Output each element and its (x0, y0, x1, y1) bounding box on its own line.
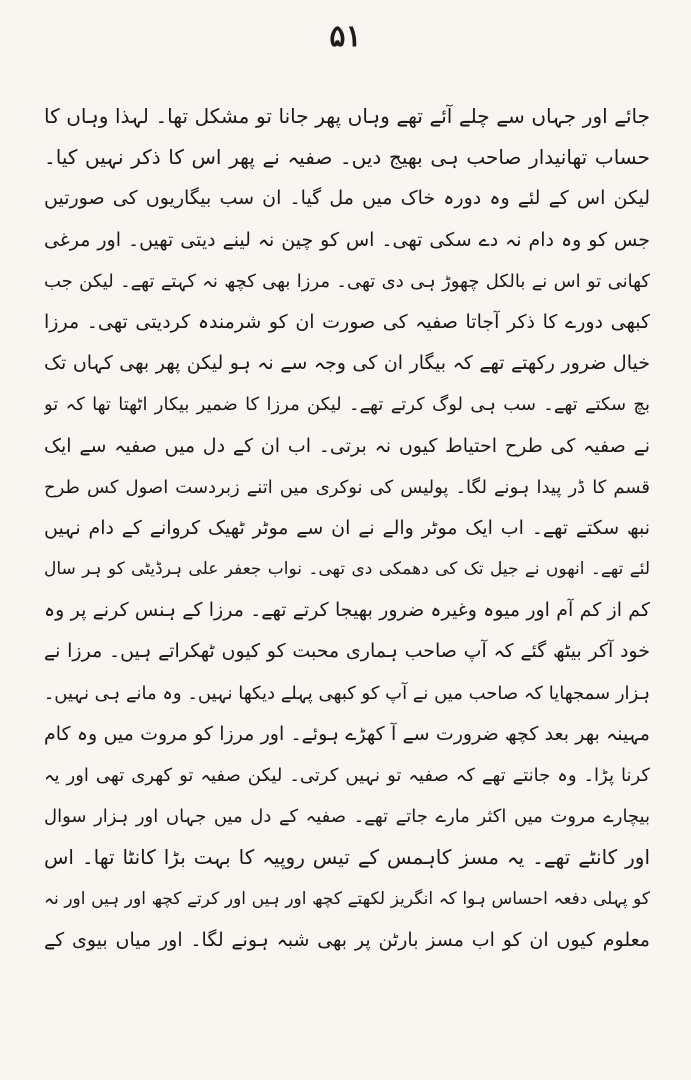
text-line: جس کو وہ دام نہ دے سکی تھی۔ اس کو چین نہ لینے دیتی تھیں۔ اور مرغی (44, 228, 650, 251)
text-line: کبھی دورے کا ذکر آجاتا صفیہ کی صورت ان کو شرمندہ کردیتی تھی۔ مرزا (44, 310, 650, 333)
text-line: کرنا پڑا۔ وہ جانتے تھے کہ صفیہ تو نہیں کرتی۔ لیکن صفیہ تو کھری تھی اور یہ (44, 765, 650, 786)
page-number: ۵۱ (329, 19, 362, 54)
text-line: کو پہلی دفعہ احساس ہوا کہ انگریز لکھتے کچھ اور ہیں اور کرتے کچھ اور ہیں اور نہ (44, 888, 650, 909)
text-line: نبھ سکتے تھے۔ اب ایک موٹر والے نے ان سے موٹر ٹھیک کروانے کے دام نہیں (44, 516, 650, 539)
text-line: جائے اور جہاں سے چلے آئے تھے وہاں پھر جانا تو مشکل تھا۔ لہذا وہاں کا (44, 104, 650, 128)
text-line: کم از کم آم اور میوہ وغیرہ ضرور بھیجا کرتے تھے۔ مرزا کے ہنس کرنے پر وہ (44, 599, 650, 622)
text-line: ہزار سمجھایا کہ صاحب میں نے آپ کو کبھی پہلے دیکھا نہیں۔ وہ مانے ہی نہیں۔ (44, 682, 650, 704)
text-line: بچ سکتے تھے۔ سب ہی لوگ کرتے تھے۔ لیکن مرزا کا ضمیر بیکار اٹھتا تھا کہ تو (44, 394, 650, 416)
text-line: بیچارے مروت میں اکثر مارے جاتے تھے۔ صفیہ کے دل میں جہاں اور ہزار سوال (44, 806, 650, 828)
text-line: قسم کا ڈر پیدا ہونے لگا۔ پولیس کی نوکری میں اتنے زبردست اصول کس طرح (44, 476, 650, 498)
text-line: خود آکر بیٹھ گئے کہ آپ صاحب ہماری محبت کو کیوں ٹھکراتے ہیں۔ مرزا نے (44, 640, 650, 663)
text-line: لئے تھے۔ انھوں نے جیل تک کی دھمکی دی تھی۔ نواب جعفر علی ہرڈیٹی کو ہر سال (44, 559, 650, 580)
body-text (44, 96, 650, 961)
text-line: کھانی تو اس نے بالکل چھوڑ ہی دی تھی۔ مرزا بھی کچھ نہ کہتے تھے۔ لیکن جب (44, 270, 650, 292)
text-line: لیکن اس کے لئے وہ دورہ خاک میں مل گیا۔ ان سب بیگاریوں کی صورتیں (44, 187, 650, 210)
text-line: معلوم کیوں ان کو اب مسز بارٹن پر بھی شبہ ہونے لگا۔ اور میاں بیوی کے (44, 928, 650, 951)
text-line: مہینہ بھر بعد کچھ ضرورت سے آ کھڑے ہوئے۔ اور مرزا کو مروت میں وہ کام (44, 722, 650, 745)
text-line: حساب تھانیدار صاحب ہی بھیج دیں۔ صفیہ نے پھر اس کا ذکر نہیں کیا۔ (44, 145, 650, 170)
text-line: خیال ضرور رکھتے تھے کہ بیگار ان کی وجہ سے نہ ہو لیکن پھر بھی کہاں تک (44, 352, 650, 375)
text-line: نے صفیہ کی طرح احتیاط کیوں نہ برتی۔ اب ان کے دل میں صفیہ سے ایک (44, 434, 650, 457)
text-line: اور کانٹے تھے۔ یہ مسز کاہمس کے تیس روپیہ کا بہت بڑا کانٹا تھا۔ اس (44, 845, 650, 870)
